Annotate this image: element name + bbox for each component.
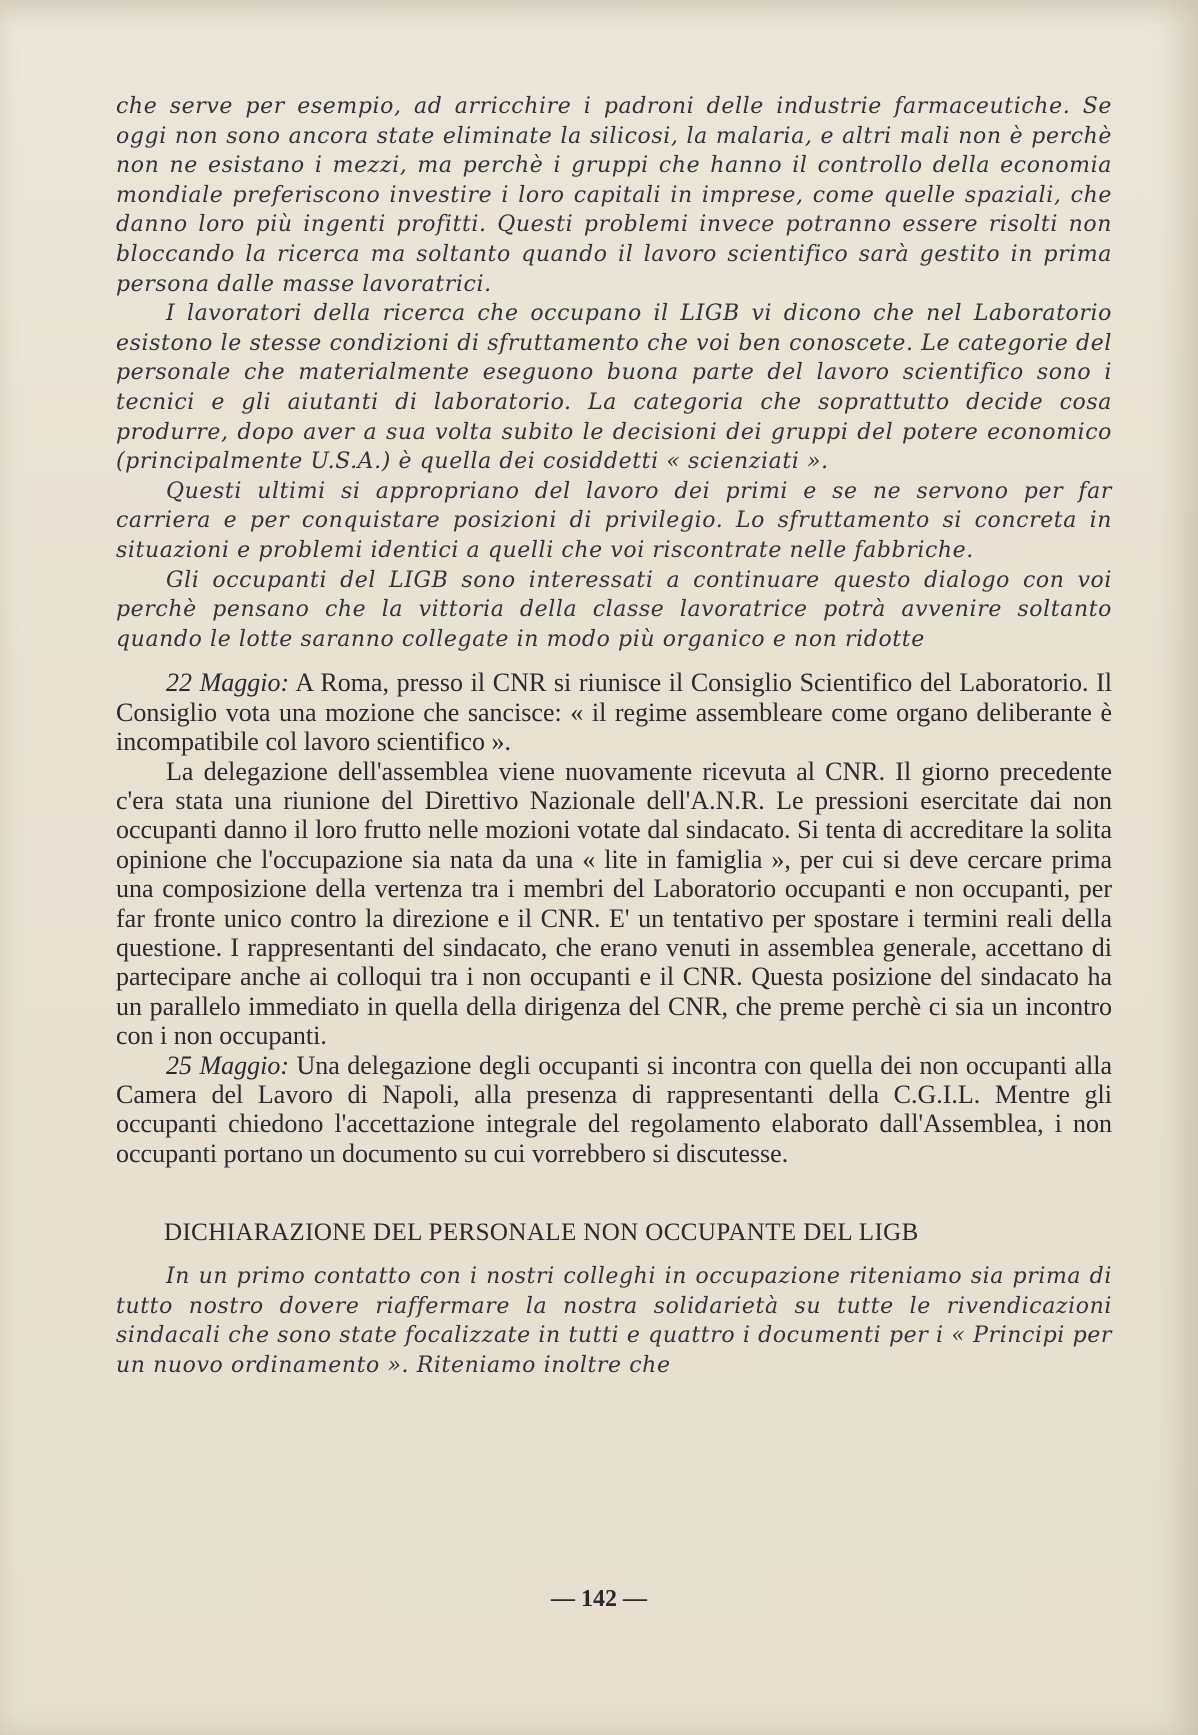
diary-entry-delegazione: [116, 757, 1112, 1051]
entry-text: Una delegazione degli occupanti si incontra con quella dei non occupanti alla Camera del Lavoro di Napoli, alla presenza di rappresentanti della C.G.I.L. Mentre gli occupanti chiedono l'accettazione integrale del regolamento elaborato dall'Assemblea, i non occupanti portano un documento su cui vorrebbero si discutesse.: [116, 1050, 1112, 1168]
entry-text: A Roma, presso il CNR si riunisce il Consiglio Scientifico del Laboratorio. Il Consiglio vota una mozione che sancisce: « il regime assembleare come organo deliberante è incompatibile col lavoro scientifico ».: [116, 668, 1112, 757]
spacer: [116, 1168, 1112, 1218]
page-number: — 142 —: [551, 1586, 647, 1612]
paragraph-lavoratori: I lavoratori della ricerca che occupano il LIGB vi dicono che nel Laboratorio esistono le stesse condizioni di sfruttamento che voi ben conoscete. Le categorie del personale che materialmente eseguono buona parte del lavoro scientifico sono i tecnici e gli aiutanti di laboratorio. La categoria che soprattutto decide cosa produrre, dopo aver a sua volta subito le decisioni dei gruppi del potere economico (principalmente U.S.A.) è quella dei cosiddetti « scienziati ».: [116, 301, 1112, 475]
paragraph-gli-occupanti: Gli occupanti del LIGB sono interessati a continuare questo dialogo con voi perchè pensano che la vittoria della classe lavoratrice potrà avvenire soltanto quando le lotte saranno collegate in modo più organico e non ridotte: [116, 567, 1112, 652]
spacer: [116, 654, 1112, 668]
declaration-paragraph: In un primo contatto con i nostri colleghi in occupazione riteniamo sia prima di tutto nostro dovere riaffermare la nostra solidarietà su tutte le rivendicazioni sindacali che sono state focalizzate in tutti e quattro i documenti per i « Principi per un nuovo ordinamento ». Riteniamo inoltre che: [116, 1264, 1112, 1378]
entry-date: 25 Maggio:: [166, 1050, 289, 1080]
text-body: [116, 92, 1112, 1381]
entry-text: La delegazione dell'assemblea viene nuovamente ricevuta al CNR. Il giorno precedente c'era stata una riunione del Direttivo Nazionale dell'A.N.R. Le pressioni esercitate dai non occupanti danno il loro frutto nelle mozioni votate dal sindacato. Si tenta di accreditare la solita opinione che l'occupazione sia nata da una « lite in famiglia », per cui si deve cercare prima una composizione della vertenza tra i membri del Laboratorio occupanti e non occupanti, per far fronte unico contro la direzione e il CNR. E' un tentativo per spostare i termini reali della questione. I rappresentanti del sindacato, che erano venuti in assemblea generale, accettano di partecipare anche ai colloqui tra i non occupanti e il CNR. Questa posizione del sindacato ha un parallelo immediato in quella della dirigenza del CNR, che preme perchè ci sia un incontro con i non occupanti.: [116, 756, 1112, 1051]
paragraph-continuation: che serve per esempio, ad arricchire i padroni delle industrie farmaceutiche. Se oggi non sono ancora state eliminate la silicosi, la malaria, e altri mali non è perchè non ne esistano i mezzi, ma perchè i gruppi che hanno il controllo della economia mondiale preferiscono investire i loro capitali in imprese, come quelle spaziali, che danno loro più ingenti profitti. Questi problemi invece potranno essere risolti non bloccando la ricerca ma soltanto quando il lavoro scientifico sarà gestito in prima persona dalle masse lavoratrici.: [116, 94, 1112, 297]
diary-entry-22-maggio: [116, 668, 1112, 756]
section-heading: DICHIARAZIONE DEL PERSONALE NON OCCUPANTE DEL LIGB: [164, 1219, 919, 1247]
diary-entry-25-maggio: [116, 1051, 1112, 1169]
entry-date: 22 Maggio:: [166, 668, 290, 698]
paragraph-questi-ultimi: Questi ultimi si appropriano del lavoro dei primi e se ne servono per far carriera e per conquistare posizioni di privilegio. Lo sfruttamento si concreta in situazioni e problemi identici a quelli che voi riscontrate nelle fabbriche.: [116, 478, 1112, 563]
